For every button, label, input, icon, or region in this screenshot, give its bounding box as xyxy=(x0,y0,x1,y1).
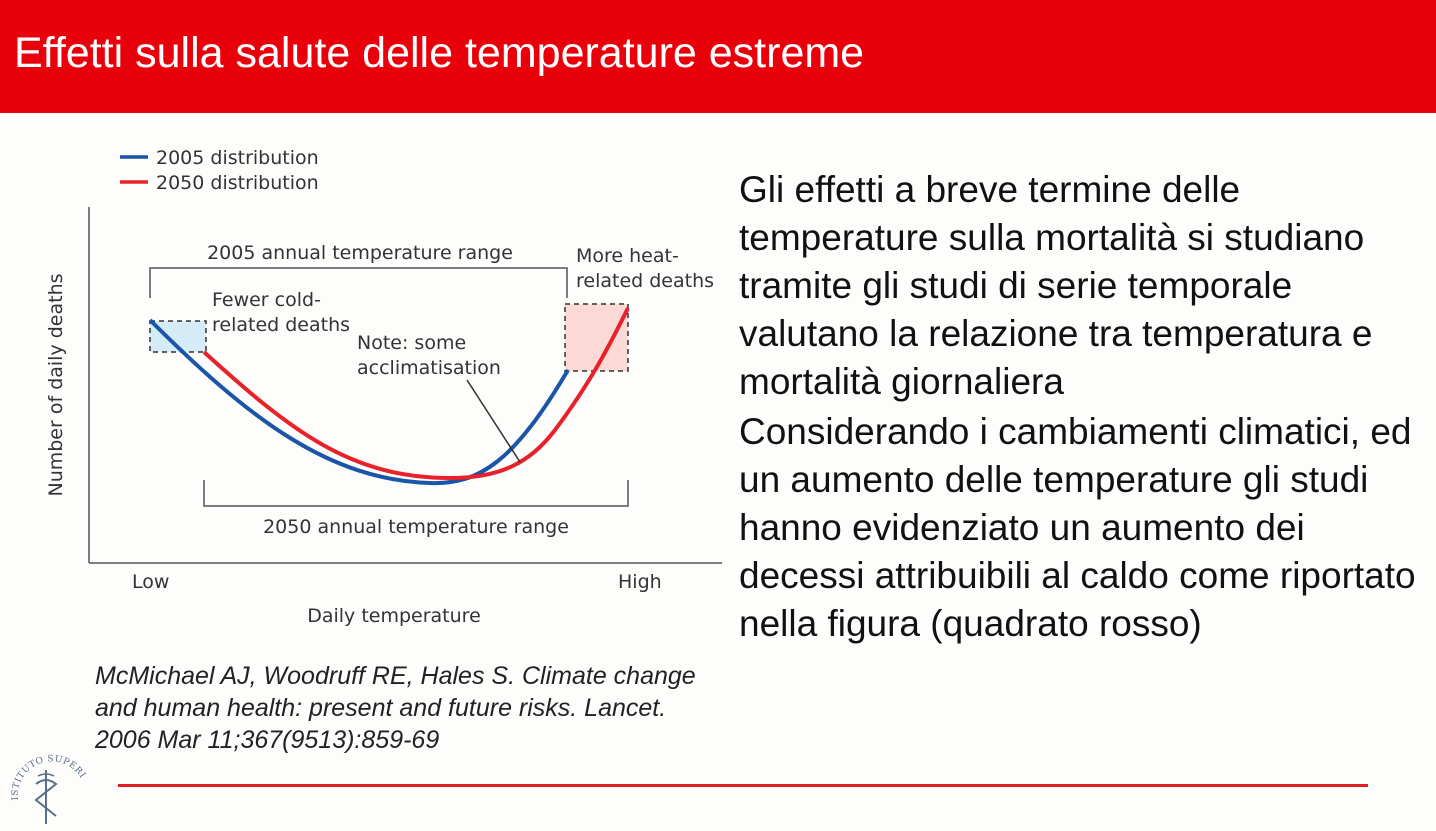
body-paragraph-1: Gli effetti a breve termine delle temperature sulla mortalità si studiano tramite gli studi di serie temporale valutano la relazione tra temperatura e mortalità giornaliera xyxy=(739,169,1373,402)
note-pointer-line xyxy=(467,380,520,462)
logo-text: ISTITUTO SUPERI xyxy=(10,754,88,801)
y-axis-label: Number of daily deaths xyxy=(45,273,67,497)
note-annotation-line1: Note: some xyxy=(357,332,467,354)
range-2050-label: 2050 annual temperature range xyxy=(263,516,569,538)
footer-rule xyxy=(118,784,1368,787)
body-paragraph-2: Considerando i cambiamenti climatici, ed un aumento delle temperature gli studi hanno evidenziato un aumento dei decessi attribuibili al caldo come riportato nella figura (quadrato rosso) xyxy=(739,411,1416,644)
heat-annotation-line1: More heat- xyxy=(576,245,679,267)
chart-svg xyxy=(0,113,725,653)
slide-body xyxy=(739,166,1429,648)
note-annotation-line2: acclimatisation xyxy=(357,357,501,379)
title-bar xyxy=(0,0,1436,113)
x-tick-high: High xyxy=(618,571,662,593)
cold-annotation-line2: related deaths xyxy=(212,314,351,336)
istituto-superiore-di-sanita-seal-icon xyxy=(6,740,90,829)
x-axis-label: Daily temperature xyxy=(307,605,481,627)
x-tick-low: Low xyxy=(132,571,170,593)
cold-annotation-line1: Fewer cold- xyxy=(212,289,321,311)
legend-label-2050: 2050 distribution xyxy=(156,172,319,194)
citation: McMichael AJ, Woodruff RE, Hales S. Climate change and human health: present and future risks. Lancet. 2006 Mar 11;367(9513):859-69 xyxy=(95,662,696,754)
temperature-mortality-figure xyxy=(0,113,725,653)
heat-deaths-box xyxy=(565,304,628,371)
slide-title: Effetti sulla salute delle temperature estreme xyxy=(14,29,865,77)
range-2005-label: 2005 annual temperature range xyxy=(207,242,513,264)
heat-annotation-line2: related deaths xyxy=(576,270,715,292)
legend-label-2005: 2005 distribution xyxy=(156,147,319,169)
